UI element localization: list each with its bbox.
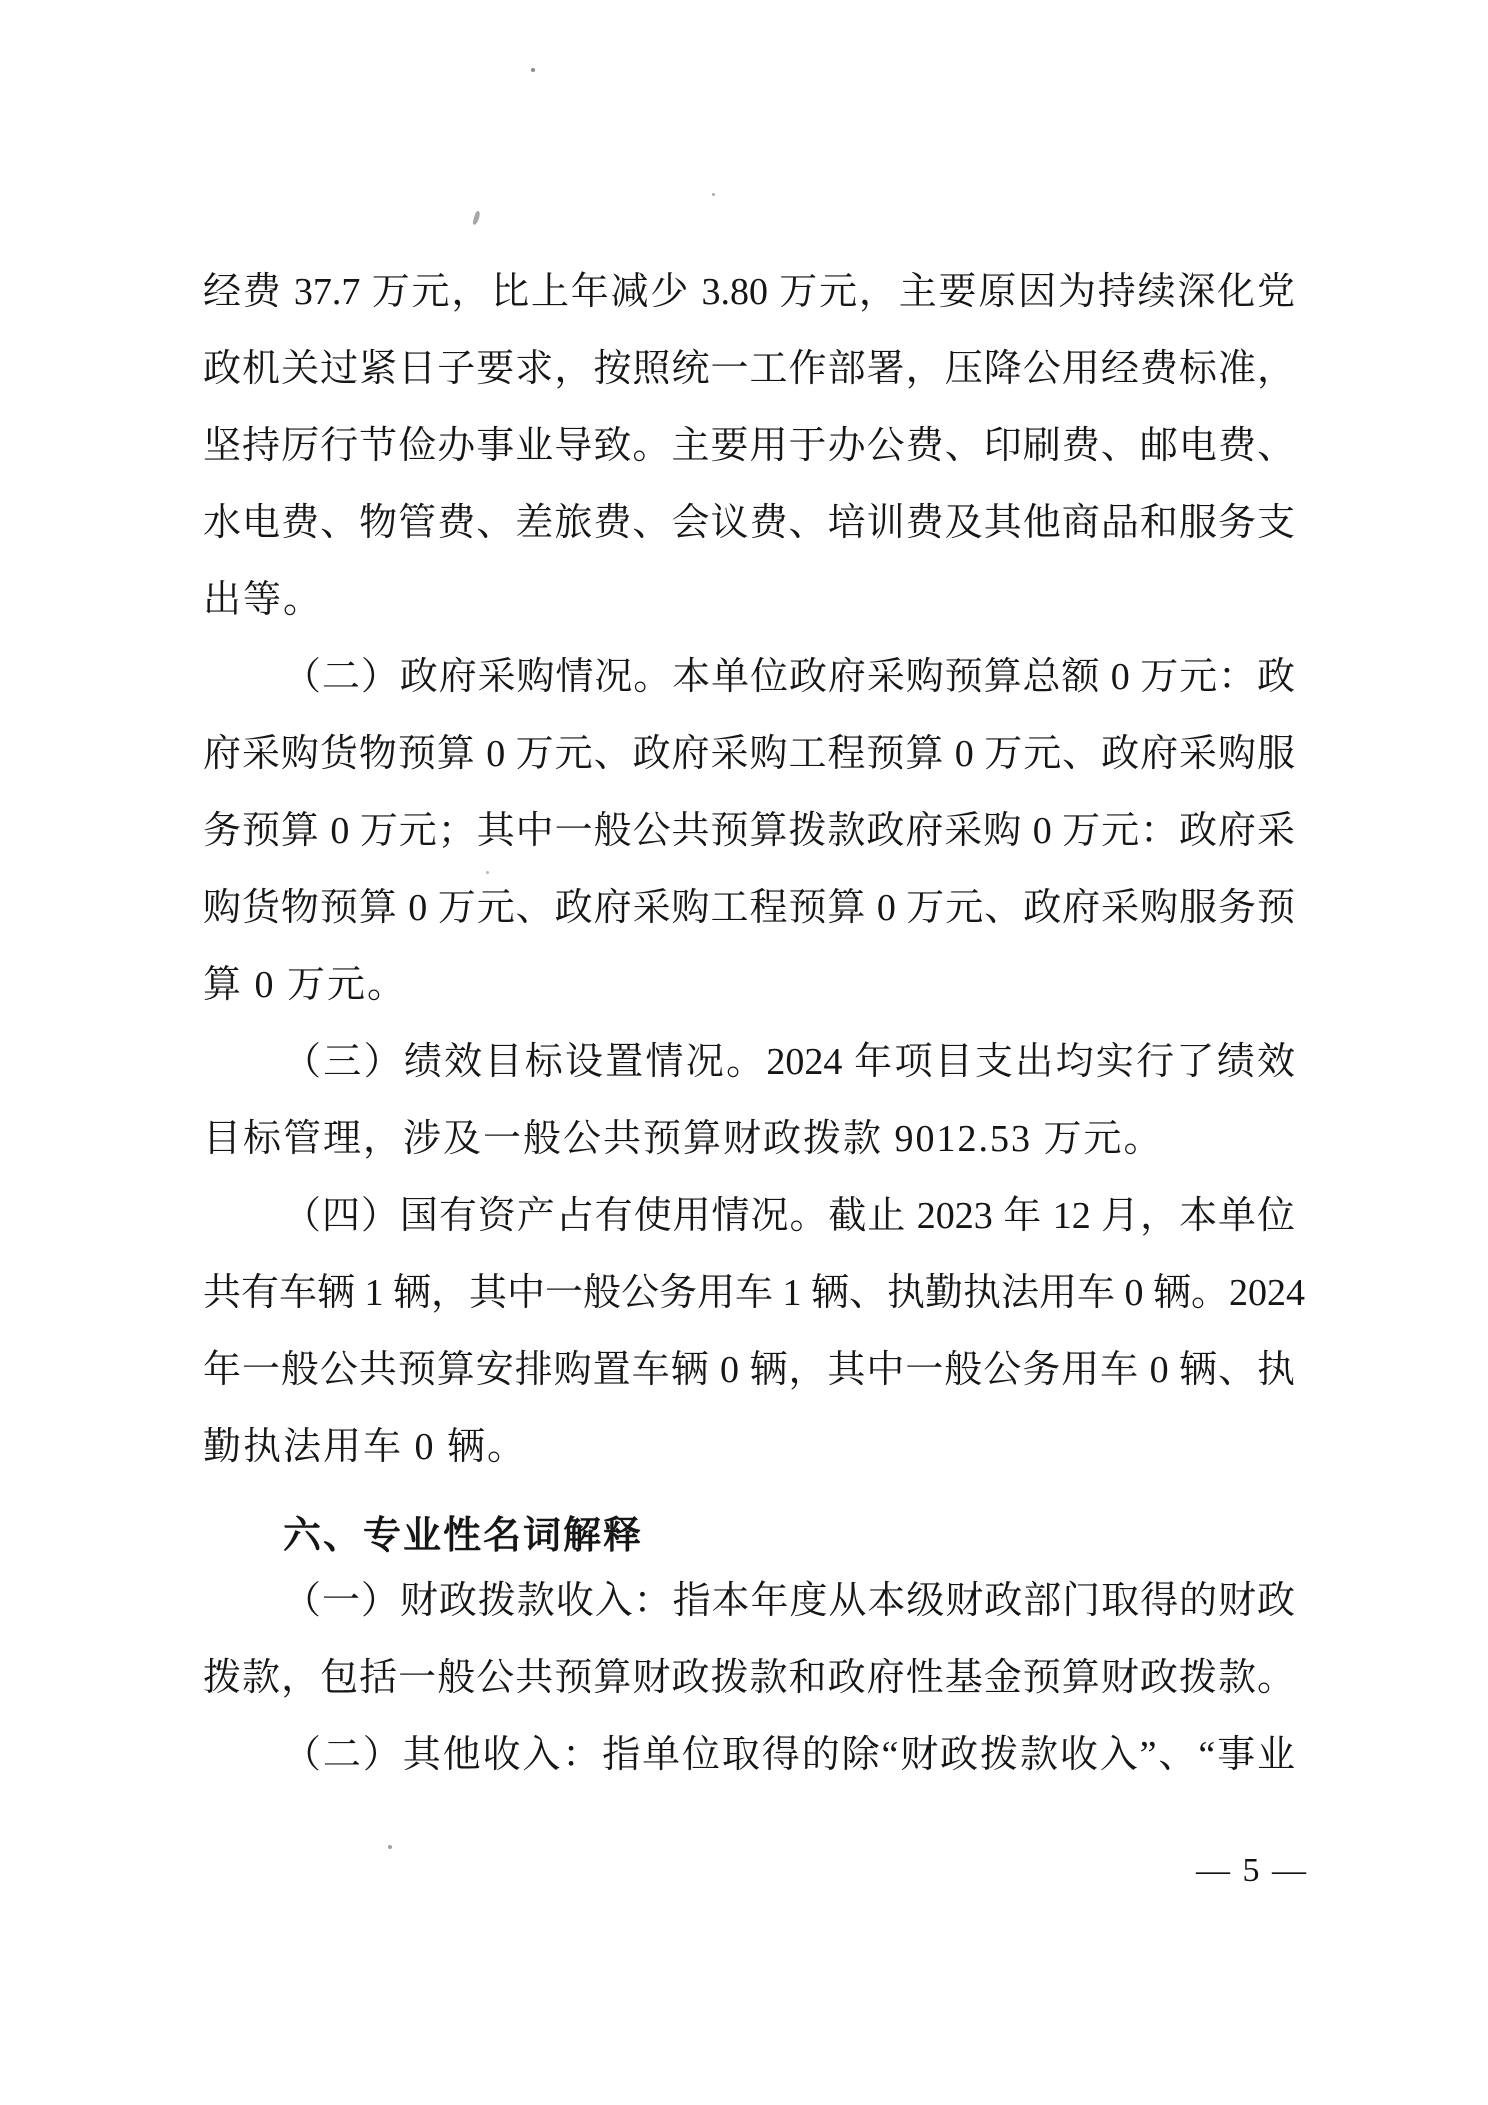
text-line: 务预算 0 万元；其中一般公共预算拨款政府采购 0 万元：政府采 [203, 810, 1295, 852]
body-text [203, 254, 1306, 1794]
scan-artifact [388, 1845, 392, 1849]
scan-artifact [472, 211, 481, 226]
text-line: 共有车辆 1 辆，其中一般公务用车 1 辆、执勤执法用车 0 辆。2024 [203, 1272, 1306, 1314]
text-line: 目标管理，涉及一般公共预算财政拨款 9012.53 万元。 [203, 1118, 1164, 1160]
section-heading: 六、专业性名词解释 [283, 1515, 644, 1557]
text-line: 水电费、物管费、差旅费、会议费、培训费及其他商品和服务支 [203, 502, 1295, 544]
text-line: （二）其他收入：指单位取得的除“财政拨款收入”、“事业 [283, 1734, 1295, 1776]
page-number: — 5 — [1196, 1852, 1308, 1889]
scan-artifact [486, 871, 489, 874]
text-line: 购货物预算 0 万元、政府采购工程预算 0 万元、政府采购服务预 [203, 887, 1295, 929]
text-line: （一）财政拨款收入：指本年度从本级财政部门取得的财政 [283, 1580, 1295, 1622]
scan-artifact [531, 68, 535, 72]
text-line: 勤执法用车 0 辆。 [203, 1426, 528, 1468]
text-line: 出等。 [203, 579, 324, 621]
text-line: （三）绩效目标设置情况。2024 年项目支出均实行了绩效 [283, 1041, 1295, 1083]
text-line: 政机关过紧日子要求，按照统一工作部署，压降公用经费标准， [203, 348, 1295, 390]
text-line: 坚持厉行节俭办事业导致。主要用于办公费、印刷费、邮电费、 [203, 425, 1295, 467]
text-line: 经费 37.7 万元，比上年减少 3.80 万元，主要原因为持续深化党 [203, 271, 1295, 313]
text-line: 拨款，包括一般公共预算财政拨款和政府性基金预算财政拨款。 [203, 1657, 1295, 1699]
scan-artifact [712, 193, 715, 196]
text-line: 年一般公共预算安排购置车辆 0 辆，其中一般公务用车 0 辆、执 [203, 1349, 1295, 1391]
text-line: 府采购货物预算 0 万元、政府采购工程预算 0 万元、政府采购服 [203, 733, 1295, 775]
text-line: （二）政府采购情况。本单位政府采购预算总额 0 万元：政 [283, 656, 1295, 698]
text-line: （四）国有资产占有使用情况。截止 2023 年 12 月，本单位 [283, 1195, 1295, 1237]
text-line: 算 0 万元。 [203, 964, 408, 1006]
